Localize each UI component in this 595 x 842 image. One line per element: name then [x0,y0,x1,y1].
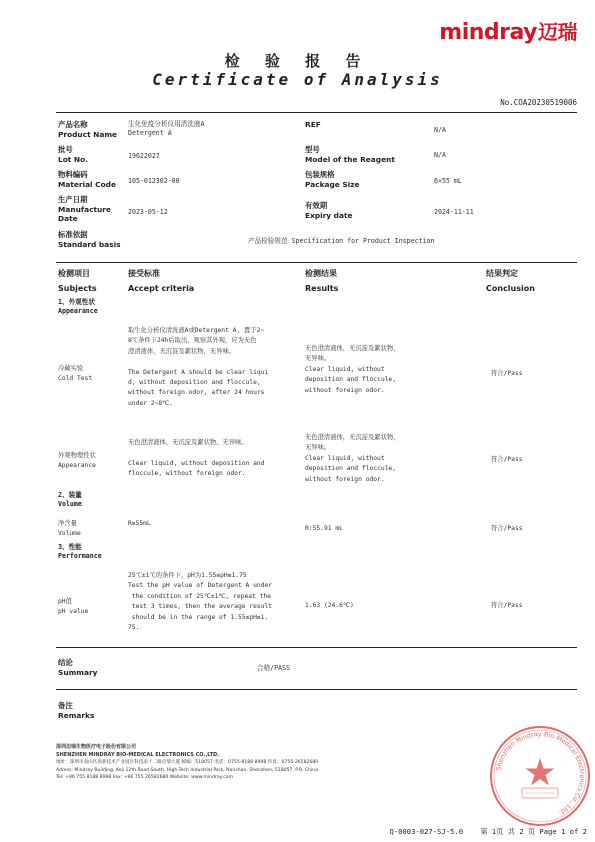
table-row-conclusion: 符合/Pass [491,525,523,532]
table-row-subject: 外观物理性状 Appearance [58,452,96,470]
table-divider [56,647,577,648]
page-info: Q-0003-027-SJ-5.0 第 1页 共 2 页 Page 1 of 2 [389,827,587,836]
product-name-value: 生化免疫分析仪用清洗液A Detergent A [128,120,205,137]
column-subjects: 检测项目 Subjects [58,269,97,293]
header-divider [56,112,577,113]
material-label: 物料编码 Material Code [58,170,116,189]
title-chinese: 检 验 报 告 [224,52,371,70]
table-row-subject: 冷藏实验 Cold Test [58,365,93,383]
table-row-criteria: R≥55mL [128,520,151,527]
column-accept-criteria: 接受标准 Accept criteria [128,269,195,293]
svg-text:Shenzhen Mindray Bio-Medical E: Shenzhen Mindray Bio-Medical Electronics Co., Ltd. [494,729,587,817]
info-divider [56,262,577,263]
column-results: 检测结果 Results [305,269,339,293]
table-row-conclusion: 符合/Pass [491,370,523,377]
manufacture-date-label: 生产日期 Manufacture Date [58,195,111,223]
manufacture-date-value: 2023-05-12 [128,208,168,216]
table-row-result: 无色澄清液体，无沉淀及絮状物， 无异味。 Clear liquid, without deposition and floccule, without foreign odor. [305,345,400,394]
mindray-logo: mindray迈瑞 [439,20,577,45]
standard-basis-value: 产品检验规范 Specification for Product Inspection [248,237,435,245]
package-value: 6×55 mL [434,177,462,185]
ref-value: N/A [434,126,446,134]
table-row-conclusion: 符合/Pass [491,602,523,609]
table-row-criteria: 取生化分析仪清洗液A或Detergent A, 置于2~ 8℃条件下24h后取出，观察其外观，应为无色 澄清液体，无沉淀及絮状物，无异味。 The Detergent A should be clear liqui d, without deposition and floccule, without foreign odor, after 24 hours under 2~8℃. [128,327,269,407]
summary-value: 合格/PASS [257,664,291,672]
table-row-result: 1.63 (24.6℃) [305,602,354,609]
table-row-conclusion: 符合/Pass [491,456,523,463]
summary-divider [56,689,577,690]
remarks-label: 备注 Remarks [58,701,95,720]
column-conclusion: 结果判定 Conclusion [486,269,535,293]
table-row-result: 无色澄清液体，无沉淀及絮状物， 无异味。 Clear liquid, without deposition and floccule, without foreign odor. [305,434,400,483]
expiry-label: 有效期 Expiry date [305,201,353,220]
document-number: No.COA20230519006 [500,98,577,107]
material-value: 105-012302-00 [128,177,180,185]
section-performance-heading: 3、性能 Performance [58,543,102,560]
summary-label: 结论 Summary [58,658,98,677]
company-footer: 深圳迈瑞生物医疗电子股份有限公司 SHENZHEN MINDRAY BIO-MEDICAL ELECTRONICS CO.,LTD. 地址：深圳市南山区高新技术产业园区科技南十二路迈瑞大厦 邮编：518057 电话：0755-8188 8998 传真：0755-26582680 Adress: Mindray Building, Keji 12th Road South, High-Tech Industrial Park, Nanshan, Shenzhen, 518057, P.R. China Tel: +86 755 8188 8998 Fax: +86 755 26582680 Website: www.mindray.com [56,744,319,780]
model-label: 型号 Model of the Reagent [305,145,395,164]
table-row-subject: pH值 pH value [58,598,89,616]
product-name-label: 产品名称 Product Name [58,120,118,139]
table-row-criteria: 无色澄清液体，无沉淀及絮状物，无异味。 Clear liquid, without deposition and floccule, without foreign odor. [128,439,265,478]
ref-label: REF [305,120,321,129]
table-row-criteria: 25℃±1℃的条件下，pH为1.55≤pH≤1.75 Test the pH value of Detergent A under the condition of 25℃±1℃, repeat the test 3 times, then the average result should be in the range of 1.55≤pH≤1. 75. [128,572,273,632]
expiry-value: 2024-11-11 [434,208,474,216]
section-volume-heading: 2、装量 Volume [58,491,82,508]
table-row-subject: 净含量 Volume [58,520,81,538]
section-appearance-heading: 1、外观性状 Appearance [58,298,98,315]
lot-label: 批号 Lot No. [58,145,88,164]
standard-basis-label: 标准依据 Standard basis [58,230,121,249]
model-value: N/A [434,151,446,159]
company-seal-stamp [488,724,592,832]
lot-value: 19622027 [128,152,160,160]
table-row-result: R:55.91 mL [305,525,343,532]
package-label: 包装规格 Package Size [305,170,360,189]
title-english: Certificate of Analysis [152,70,443,89]
